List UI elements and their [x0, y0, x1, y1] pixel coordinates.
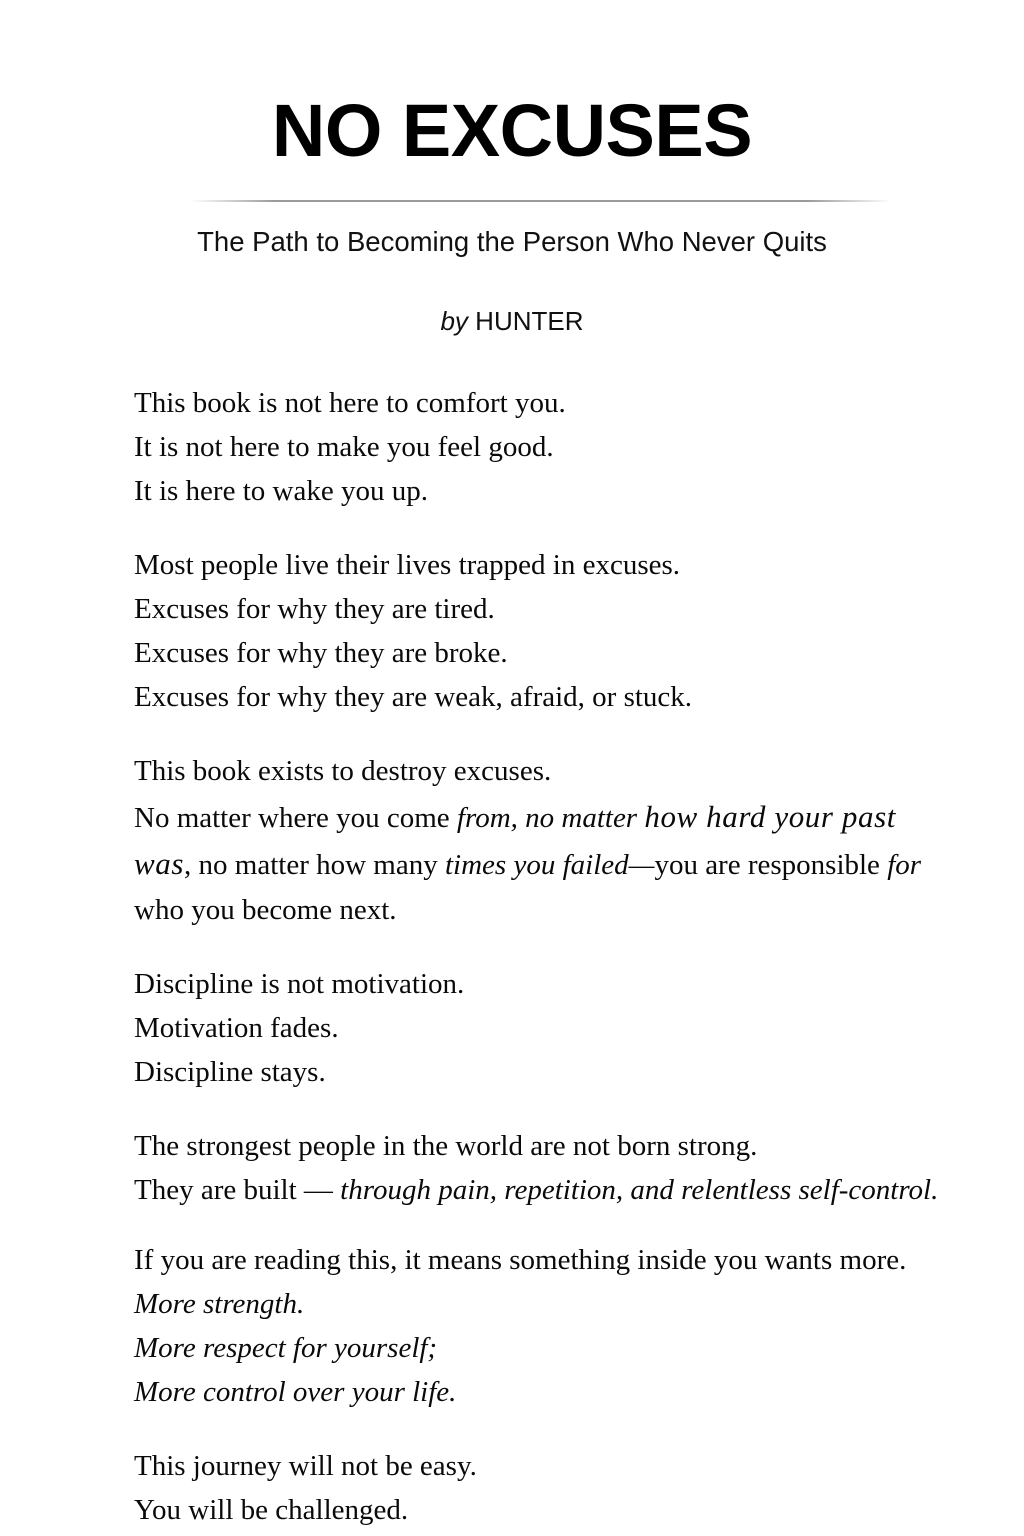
- line: More control over your life.: [134, 1376, 457, 1409]
- text-run: No matter where you come: [134, 802, 457, 835]
- byline: [134, 306, 948, 337]
- line: Excuses for why they are broke.: [134, 637, 508, 670]
- paragraph-6: [134, 1238, 946, 1414]
- text-run-italic: failed—: [562, 849, 655, 882]
- line: It is not here to make you feel good.: [134, 430, 554, 463]
- paragraph-7: [134, 1444, 946, 1532]
- text-run: you are responsible: [654, 849, 888, 882]
- line: More respect for yourself;: [134, 1332, 438, 1365]
- line: This book exists to destroy excuses.: [134, 755, 552, 788]
- paragraph-2: [134, 543, 946, 719]
- text-run: , no matter how many: [184, 849, 445, 882]
- text-run-italic: More strength.: [134, 1288, 305, 1321]
- page-title: NO EXCUSES: [271, 89, 753, 172]
- text-run-italic: through pain, repetition, and relentless self-control.: [340, 1173, 939, 1206]
- text-run-italic: times you: [445, 849, 563, 882]
- line: This book is not here to comfort you.: [134, 386, 566, 419]
- text-run-italic: for: [887, 849, 922, 882]
- line: It is here to wake you up.: [134, 474, 428, 507]
- line: [134, 1244, 906, 1320]
- paragraph-1: [134, 381, 946, 513]
- text-run-italic-emphasis: how hard your past was: [134, 799, 896, 882]
- text-run: If you are reading this, it means something inside you wants more.: [134, 1244, 907, 1276]
- line: [134, 799, 922, 926]
- line: Discipline is not motivation.: [134, 967, 465, 1000]
- line: Most people live their lives trapped in excuses.: [134, 548, 681, 581]
- line: The strongest people in the world are not born strong.: [134, 1129, 758, 1162]
- paragraph-5: [134, 1124, 946, 1212]
- line: [134, 1174, 938, 1206]
- paragraph-4: [134, 962, 946, 1094]
- paragraph-3: [134, 749, 946, 931]
- line: You will be challenged.: [134, 1494, 409, 1527]
- line: This journey will not be easy.: [134, 1450, 477, 1483]
- text-run: who you become next.: [134, 893, 397, 926]
- author-name: HUNTER: [475, 305, 584, 336]
- line: Discipline stays.: [134, 1055, 326, 1088]
- text-run: They are built —: [134, 1173, 341, 1206]
- body-copy: [134, 381, 946, 1533]
- line: Excuses for why they are tired.: [134, 593, 495, 625]
- line: Excuses for why they are weak, afraid, or stuck.: [134, 681, 693, 714]
- byline-prefix: by: [440, 305, 468, 336]
- title-divider: [191, 200, 891, 202]
- document-subtitle: The Path to Becoming the Person Who Never Quits: [197, 225, 827, 257]
- text-run-italic: from, no matter: [456, 802, 645, 835]
- line: Motivation fades.: [134, 1011, 339, 1044]
